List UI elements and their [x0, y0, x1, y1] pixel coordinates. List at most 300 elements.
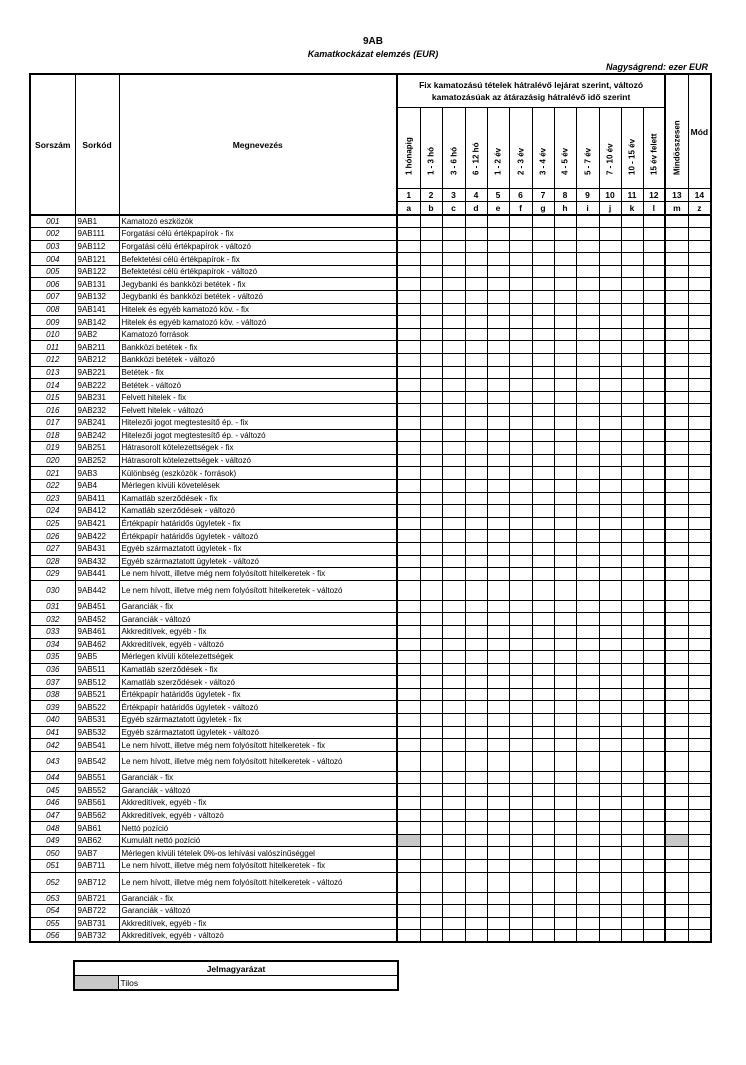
data-cell[interactable] — [665, 354, 688, 367]
data-cell[interactable] — [665, 638, 688, 651]
data-cell[interactable] — [688, 726, 711, 739]
data-cell[interactable] — [487, 278, 509, 291]
data-cell[interactable] — [397, 442, 420, 455]
data-cell[interactable] — [509, 542, 532, 555]
data-cell[interactable] — [643, 771, 665, 784]
data-cell[interactable] — [643, 404, 665, 417]
data-cell[interactable] — [420, 366, 442, 379]
data-cell[interactable] — [665, 930, 688, 943]
data-cell[interactable] — [688, 784, 711, 797]
data-cell[interactable] — [465, 379, 487, 392]
data-cell[interactable] — [397, 278, 420, 291]
data-cell[interactable] — [621, 638, 643, 651]
data-cell[interactable] — [554, 542, 576, 555]
data-cell[interactable] — [442, 714, 465, 727]
data-cell[interactable] — [665, 240, 688, 253]
data-cell[interactable] — [487, 714, 509, 727]
data-cell[interactable] — [465, 860, 487, 873]
data-cell[interactable] — [420, 479, 442, 492]
data-cell[interactable] — [420, 228, 442, 241]
data-cell[interactable] — [465, 701, 487, 714]
data-cell[interactable] — [576, 379, 599, 392]
data-cell[interactable] — [532, 751, 554, 771]
data-cell[interactable] — [532, 580, 554, 600]
data-cell[interactable] — [532, 625, 554, 638]
data-cell[interactable] — [442, 354, 465, 367]
data-cell[interactable] — [397, 215, 420, 228]
data-cell[interactable] — [643, 379, 665, 392]
data-cell[interactable] — [665, 872, 688, 892]
data-cell[interactable] — [509, 517, 532, 530]
data-cell[interactable] — [465, 505, 487, 518]
data-cell[interactable] — [643, 265, 665, 278]
data-cell[interactable] — [621, 291, 643, 304]
data-cell[interactable] — [420, 613, 442, 626]
data-cell[interactable] — [487, 492, 509, 505]
data-cell[interactable] — [688, 797, 711, 810]
data-cell[interactable] — [554, 676, 576, 689]
data-cell[interactable] — [465, 492, 487, 505]
data-cell[interactable] — [554, 663, 576, 676]
data-cell[interactable] — [576, 542, 599, 555]
data-cell[interactable] — [532, 303, 554, 316]
data-cell[interactable] — [397, 555, 420, 568]
data-cell[interactable] — [465, 905, 487, 918]
data-cell[interactable] — [532, 917, 554, 930]
data-cell[interactable] — [643, 303, 665, 316]
data-cell[interactable] — [442, 638, 465, 651]
data-cell[interactable] — [509, 228, 532, 241]
data-cell[interactable] — [465, 809, 487, 822]
data-cell[interactable] — [442, 797, 465, 810]
data-cell[interactable] — [599, 663, 621, 676]
data-cell[interactable] — [442, 253, 465, 266]
data-cell[interactable] — [665, 771, 688, 784]
data-cell[interactable] — [465, 391, 487, 404]
data-cell[interactable] — [487, 555, 509, 568]
data-cell[interactable] — [442, 784, 465, 797]
data-cell[interactable] — [688, 404, 711, 417]
data-cell[interactable] — [688, 366, 711, 379]
data-cell[interactable] — [621, 822, 643, 835]
data-cell[interactable] — [465, 328, 487, 341]
data-cell[interactable] — [665, 892, 688, 905]
data-cell[interactable] — [442, 651, 465, 664]
data-cell[interactable] — [643, 905, 665, 918]
data-cell[interactable] — [442, 454, 465, 467]
data-cell[interactable] — [576, 809, 599, 822]
data-cell[interactable] — [665, 379, 688, 392]
data-cell[interactable] — [397, 676, 420, 689]
data-cell[interactable] — [576, 638, 599, 651]
data-cell[interactable] — [621, 771, 643, 784]
data-cell[interactable] — [532, 568, 554, 581]
data-cell[interactable] — [621, 341, 643, 354]
data-cell[interactable] — [465, 404, 487, 417]
data-cell[interactable] — [420, 454, 442, 467]
data-cell[interactable] — [420, 278, 442, 291]
data-cell[interactable] — [576, 714, 599, 727]
data-cell[interactable] — [643, 651, 665, 664]
data-cell[interactable] — [532, 379, 554, 392]
data-cell[interactable] — [576, 797, 599, 810]
data-cell[interactable] — [487, 701, 509, 714]
data-cell[interactable] — [599, 872, 621, 892]
data-cell[interactable] — [576, 530, 599, 543]
data-cell[interactable] — [576, 676, 599, 689]
data-cell[interactable] — [599, 442, 621, 455]
data-cell[interactable] — [487, 454, 509, 467]
data-cell[interactable] — [397, 625, 420, 638]
data-cell[interactable] — [397, 663, 420, 676]
data-cell[interactable] — [509, 726, 532, 739]
data-cell[interactable] — [509, 391, 532, 404]
data-cell[interactable] — [576, 328, 599, 341]
data-cell[interactable] — [397, 404, 420, 417]
data-cell[interactable] — [554, 917, 576, 930]
data-cell[interactable] — [643, 701, 665, 714]
data-cell[interactable] — [554, 341, 576, 354]
data-cell[interactable] — [442, 240, 465, 253]
data-cell[interactable] — [554, 467, 576, 480]
data-cell[interactable] — [442, 688, 465, 701]
data-cell[interactable] — [509, 600, 532, 613]
data-cell[interactable] — [442, 726, 465, 739]
data-cell[interactable] — [599, 568, 621, 581]
data-cell[interactable] — [420, 492, 442, 505]
data-cell[interactable] — [487, 688, 509, 701]
data-cell[interactable] — [397, 847, 420, 860]
data-cell[interactable] — [465, 454, 487, 467]
data-cell[interactable] — [442, 530, 465, 543]
data-cell[interactable] — [599, 517, 621, 530]
data-cell[interactable] — [465, 366, 487, 379]
data-cell[interactable] — [397, 316, 420, 329]
data-cell[interactable] — [643, 797, 665, 810]
data-cell[interactable] — [397, 291, 420, 304]
data-cell[interactable] — [509, 303, 532, 316]
data-cell[interactable] — [599, 253, 621, 266]
data-cell[interactable] — [397, 701, 420, 714]
data-cell[interactable] — [621, 797, 643, 810]
data-cell[interactable] — [442, 517, 465, 530]
data-cell[interactable] — [420, 771, 442, 784]
data-cell[interactable] — [688, 555, 711, 568]
data-cell[interactable] — [643, 417, 665, 430]
data-cell[interactable] — [487, 479, 509, 492]
data-cell[interactable] — [665, 215, 688, 228]
data-cell[interactable] — [599, 467, 621, 480]
data-cell[interactable] — [643, 479, 665, 492]
data-cell[interactable] — [576, 701, 599, 714]
data-cell[interactable] — [532, 278, 554, 291]
data-cell[interactable] — [397, 240, 420, 253]
data-cell[interactable] — [420, 651, 442, 664]
data-cell[interactable] — [621, 240, 643, 253]
data-cell[interactable] — [621, 253, 643, 266]
data-cell[interactable] — [576, 555, 599, 568]
data-cell[interactable] — [599, 291, 621, 304]
data-cell[interactable] — [576, 568, 599, 581]
data-cell[interactable] — [665, 613, 688, 626]
data-cell[interactable] — [509, 278, 532, 291]
data-cell[interactable] — [532, 930, 554, 943]
data-cell[interactable] — [397, 600, 420, 613]
data-cell[interactable] — [554, 784, 576, 797]
data-cell[interactable] — [599, 797, 621, 810]
data-cell[interactable] — [621, 555, 643, 568]
data-cell[interactable] — [397, 580, 420, 600]
data-cell[interactable] — [643, 366, 665, 379]
data-cell[interactable] — [487, 215, 509, 228]
data-cell[interactable] — [643, 505, 665, 518]
data-cell[interactable] — [397, 354, 420, 367]
data-cell[interactable] — [599, 303, 621, 316]
data-cell[interactable] — [688, 676, 711, 689]
data-cell[interactable] — [621, 676, 643, 689]
data-cell[interactable] — [397, 613, 420, 626]
data-cell[interactable] — [397, 872, 420, 892]
data-cell[interactable] — [621, 905, 643, 918]
data-cell[interactable] — [532, 663, 554, 676]
data-cell[interactable] — [420, 354, 442, 367]
data-cell[interactable] — [465, 917, 487, 930]
data-cell[interactable] — [554, 328, 576, 341]
data-cell[interactable] — [420, 442, 442, 455]
data-cell[interactable] — [509, 442, 532, 455]
data-cell[interactable] — [576, 404, 599, 417]
data-cell[interactable] — [643, 341, 665, 354]
data-cell[interactable] — [465, 568, 487, 581]
data-cell[interactable] — [532, 479, 554, 492]
data-cell[interactable] — [487, 739, 509, 752]
data-cell[interactable] — [665, 366, 688, 379]
data-cell[interactable] — [643, 580, 665, 600]
data-cell[interactable] — [397, 568, 420, 581]
data-cell[interactable] — [688, 417, 711, 430]
data-cell[interactable] — [442, 366, 465, 379]
data-cell[interactable] — [554, 568, 576, 581]
data-cell[interactable] — [554, 860, 576, 873]
data-cell[interactable] — [576, 930, 599, 943]
data-cell[interactable] — [509, 663, 532, 676]
data-cell[interactable] — [420, 429, 442, 442]
data-cell[interactable] — [599, 316, 621, 329]
data-cell[interactable] — [397, 379, 420, 392]
data-cell[interactable] — [599, 341, 621, 354]
data-cell[interactable] — [487, 379, 509, 392]
data-cell[interactable] — [665, 417, 688, 430]
data-cell[interactable] — [621, 917, 643, 930]
data-cell[interactable] — [465, 265, 487, 278]
data-cell[interactable] — [576, 341, 599, 354]
data-cell[interactable] — [554, 930, 576, 943]
data-cell[interactable] — [509, 291, 532, 304]
data-cell[interactable] — [420, 404, 442, 417]
data-cell[interactable] — [442, 442, 465, 455]
data-cell[interactable] — [532, 809, 554, 822]
data-cell[interactable] — [621, 265, 643, 278]
data-cell[interactable] — [532, 822, 554, 835]
data-cell[interactable] — [532, 291, 554, 304]
data-cell[interactable] — [621, 391, 643, 404]
data-cell[interactable] — [509, 688, 532, 701]
data-cell[interactable] — [643, 228, 665, 241]
data-cell[interactable] — [442, 905, 465, 918]
data-cell[interactable] — [420, 600, 442, 613]
data-cell[interactable] — [465, 278, 487, 291]
data-cell[interactable] — [688, 600, 711, 613]
data-cell[interactable] — [487, 253, 509, 266]
data-cell[interactable] — [532, 771, 554, 784]
data-cell[interactable] — [397, 341, 420, 354]
data-cell[interactable] — [442, 316, 465, 329]
data-cell[interactable] — [688, 442, 711, 455]
data-cell[interactable] — [688, 568, 711, 581]
data-cell[interactable] — [509, 930, 532, 943]
data-cell[interactable] — [554, 505, 576, 518]
data-cell[interactable] — [420, 917, 442, 930]
data-cell[interactable] — [576, 905, 599, 918]
data-cell[interactable] — [599, 417, 621, 430]
data-cell[interactable] — [420, 568, 442, 581]
data-cell[interactable] — [487, 442, 509, 455]
data-cell[interactable] — [509, 341, 532, 354]
data-cell[interactable] — [621, 930, 643, 943]
data-cell[interactable] — [688, 751, 711, 771]
data-cell[interactable] — [532, 253, 554, 266]
data-cell[interactable] — [532, 354, 554, 367]
data-cell[interactable] — [576, 316, 599, 329]
data-cell[interactable] — [688, 701, 711, 714]
data-cell[interactable] — [688, 303, 711, 316]
data-cell[interactable] — [599, 278, 621, 291]
data-cell[interactable] — [397, 751, 420, 771]
data-cell[interactable] — [532, 784, 554, 797]
data-cell[interactable] — [509, 892, 532, 905]
data-cell[interactable] — [621, 228, 643, 241]
data-cell[interactable] — [509, 479, 532, 492]
data-cell[interactable] — [665, 688, 688, 701]
data-cell[interactable] — [420, 809, 442, 822]
data-cell[interactable] — [509, 580, 532, 600]
data-cell[interactable] — [665, 404, 688, 417]
data-cell[interactable] — [621, 479, 643, 492]
data-cell[interactable] — [643, 240, 665, 253]
data-cell[interactable] — [643, 391, 665, 404]
data-cell[interactable] — [554, 905, 576, 918]
data-cell[interactable] — [621, 739, 643, 752]
data-cell[interactable] — [420, 714, 442, 727]
data-cell[interactable] — [599, 892, 621, 905]
data-cell[interactable] — [442, 751, 465, 771]
data-cell[interactable] — [487, 822, 509, 835]
data-cell[interactable] — [509, 917, 532, 930]
data-cell[interactable] — [665, 784, 688, 797]
data-cell[interactable] — [509, 568, 532, 581]
data-cell[interactable] — [688, 739, 711, 752]
data-cell[interactable] — [688, 228, 711, 241]
data-cell[interactable] — [532, 316, 554, 329]
data-cell[interactable] — [532, 860, 554, 873]
data-cell[interactable] — [465, 613, 487, 626]
data-cell[interactable] — [442, 228, 465, 241]
data-cell[interactable] — [599, 613, 621, 626]
data-cell[interactable] — [465, 739, 487, 752]
data-cell[interactable] — [576, 517, 599, 530]
data-cell[interactable] — [487, 663, 509, 676]
data-cell[interactable] — [665, 505, 688, 518]
data-cell[interactable] — [509, 834, 532, 847]
data-cell[interactable] — [576, 253, 599, 266]
data-cell[interactable] — [487, 328, 509, 341]
data-cell[interactable] — [532, 505, 554, 518]
data-cell[interactable] — [688, 809, 711, 822]
data-cell[interactable] — [554, 479, 576, 492]
data-cell[interactable] — [487, 265, 509, 278]
data-cell[interactable] — [554, 613, 576, 626]
data-cell[interactable] — [532, 228, 554, 241]
data-cell[interactable] — [643, 291, 665, 304]
data-cell[interactable] — [397, 328, 420, 341]
data-cell[interactable] — [487, 726, 509, 739]
data-cell[interactable] — [554, 391, 576, 404]
data-cell[interactable] — [509, 809, 532, 822]
data-cell[interactable] — [442, 822, 465, 835]
data-cell[interactable] — [688, 530, 711, 543]
data-cell[interactable] — [554, 404, 576, 417]
data-cell[interactable] — [643, 328, 665, 341]
data-cell[interactable] — [487, 771, 509, 784]
data-cell[interactable] — [643, 892, 665, 905]
data-cell[interactable] — [665, 917, 688, 930]
data-cell[interactable] — [554, 530, 576, 543]
data-cell[interactable] — [509, 701, 532, 714]
data-cell[interactable] — [554, 316, 576, 329]
data-cell[interactable] — [442, 479, 465, 492]
data-cell[interactable] — [576, 354, 599, 367]
data-cell[interactable] — [621, 417, 643, 430]
data-cell[interactable] — [509, 505, 532, 518]
data-cell[interactable] — [487, 341, 509, 354]
data-cell[interactable] — [688, 492, 711, 505]
data-cell[interactable] — [420, 530, 442, 543]
data-cell[interactable] — [532, 714, 554, 727]
data-cell[interactable] — [643, 809, 665, 822]
data-cell[interactable] — [599, 784, 621, 797]
data-cell[interactable] — [599, 739, 621, 752]
data-cell[interactable] — [554, 228, 576, 241]
data-cell[interactable] — [465, 930, 487, 943]
data-cell[interactable] — [397, 797, 420, 810]
data-cell[interactable] — [643, 847, 665, 860]
data-cell[interactable] — [532, 613, 554, 626]
data-cell[interactable] — [665, 341, 688, 354]
data-cell[interactable] — [643, 316, 665, 329]
data-cell[interactable] — [576, 751, 599, 771]
data-cell[interactable] — [621, 809, 643, 822]
data-cell[interactable] — [554, 872, 576, 892]
data-cell[interactable] — [599, 860, 621, 873]
data-cell[interactable] — [643, 517, 665, 530]
data-cell[interactable] — [665, 676, 688, 689]
data-cell[interactable] — [599, 676, 621, 689]
data-cell[interactable] — [397, 505, 420, 518]
data-cell[interactable] — [688, 771, 711, 784]
data-cell[interactable] — [420, 379, 442, 392]
data-cell[interactable] — [487, 291, 509, 304]
data-cell[interactable] — [665, 467, 688, 480]
